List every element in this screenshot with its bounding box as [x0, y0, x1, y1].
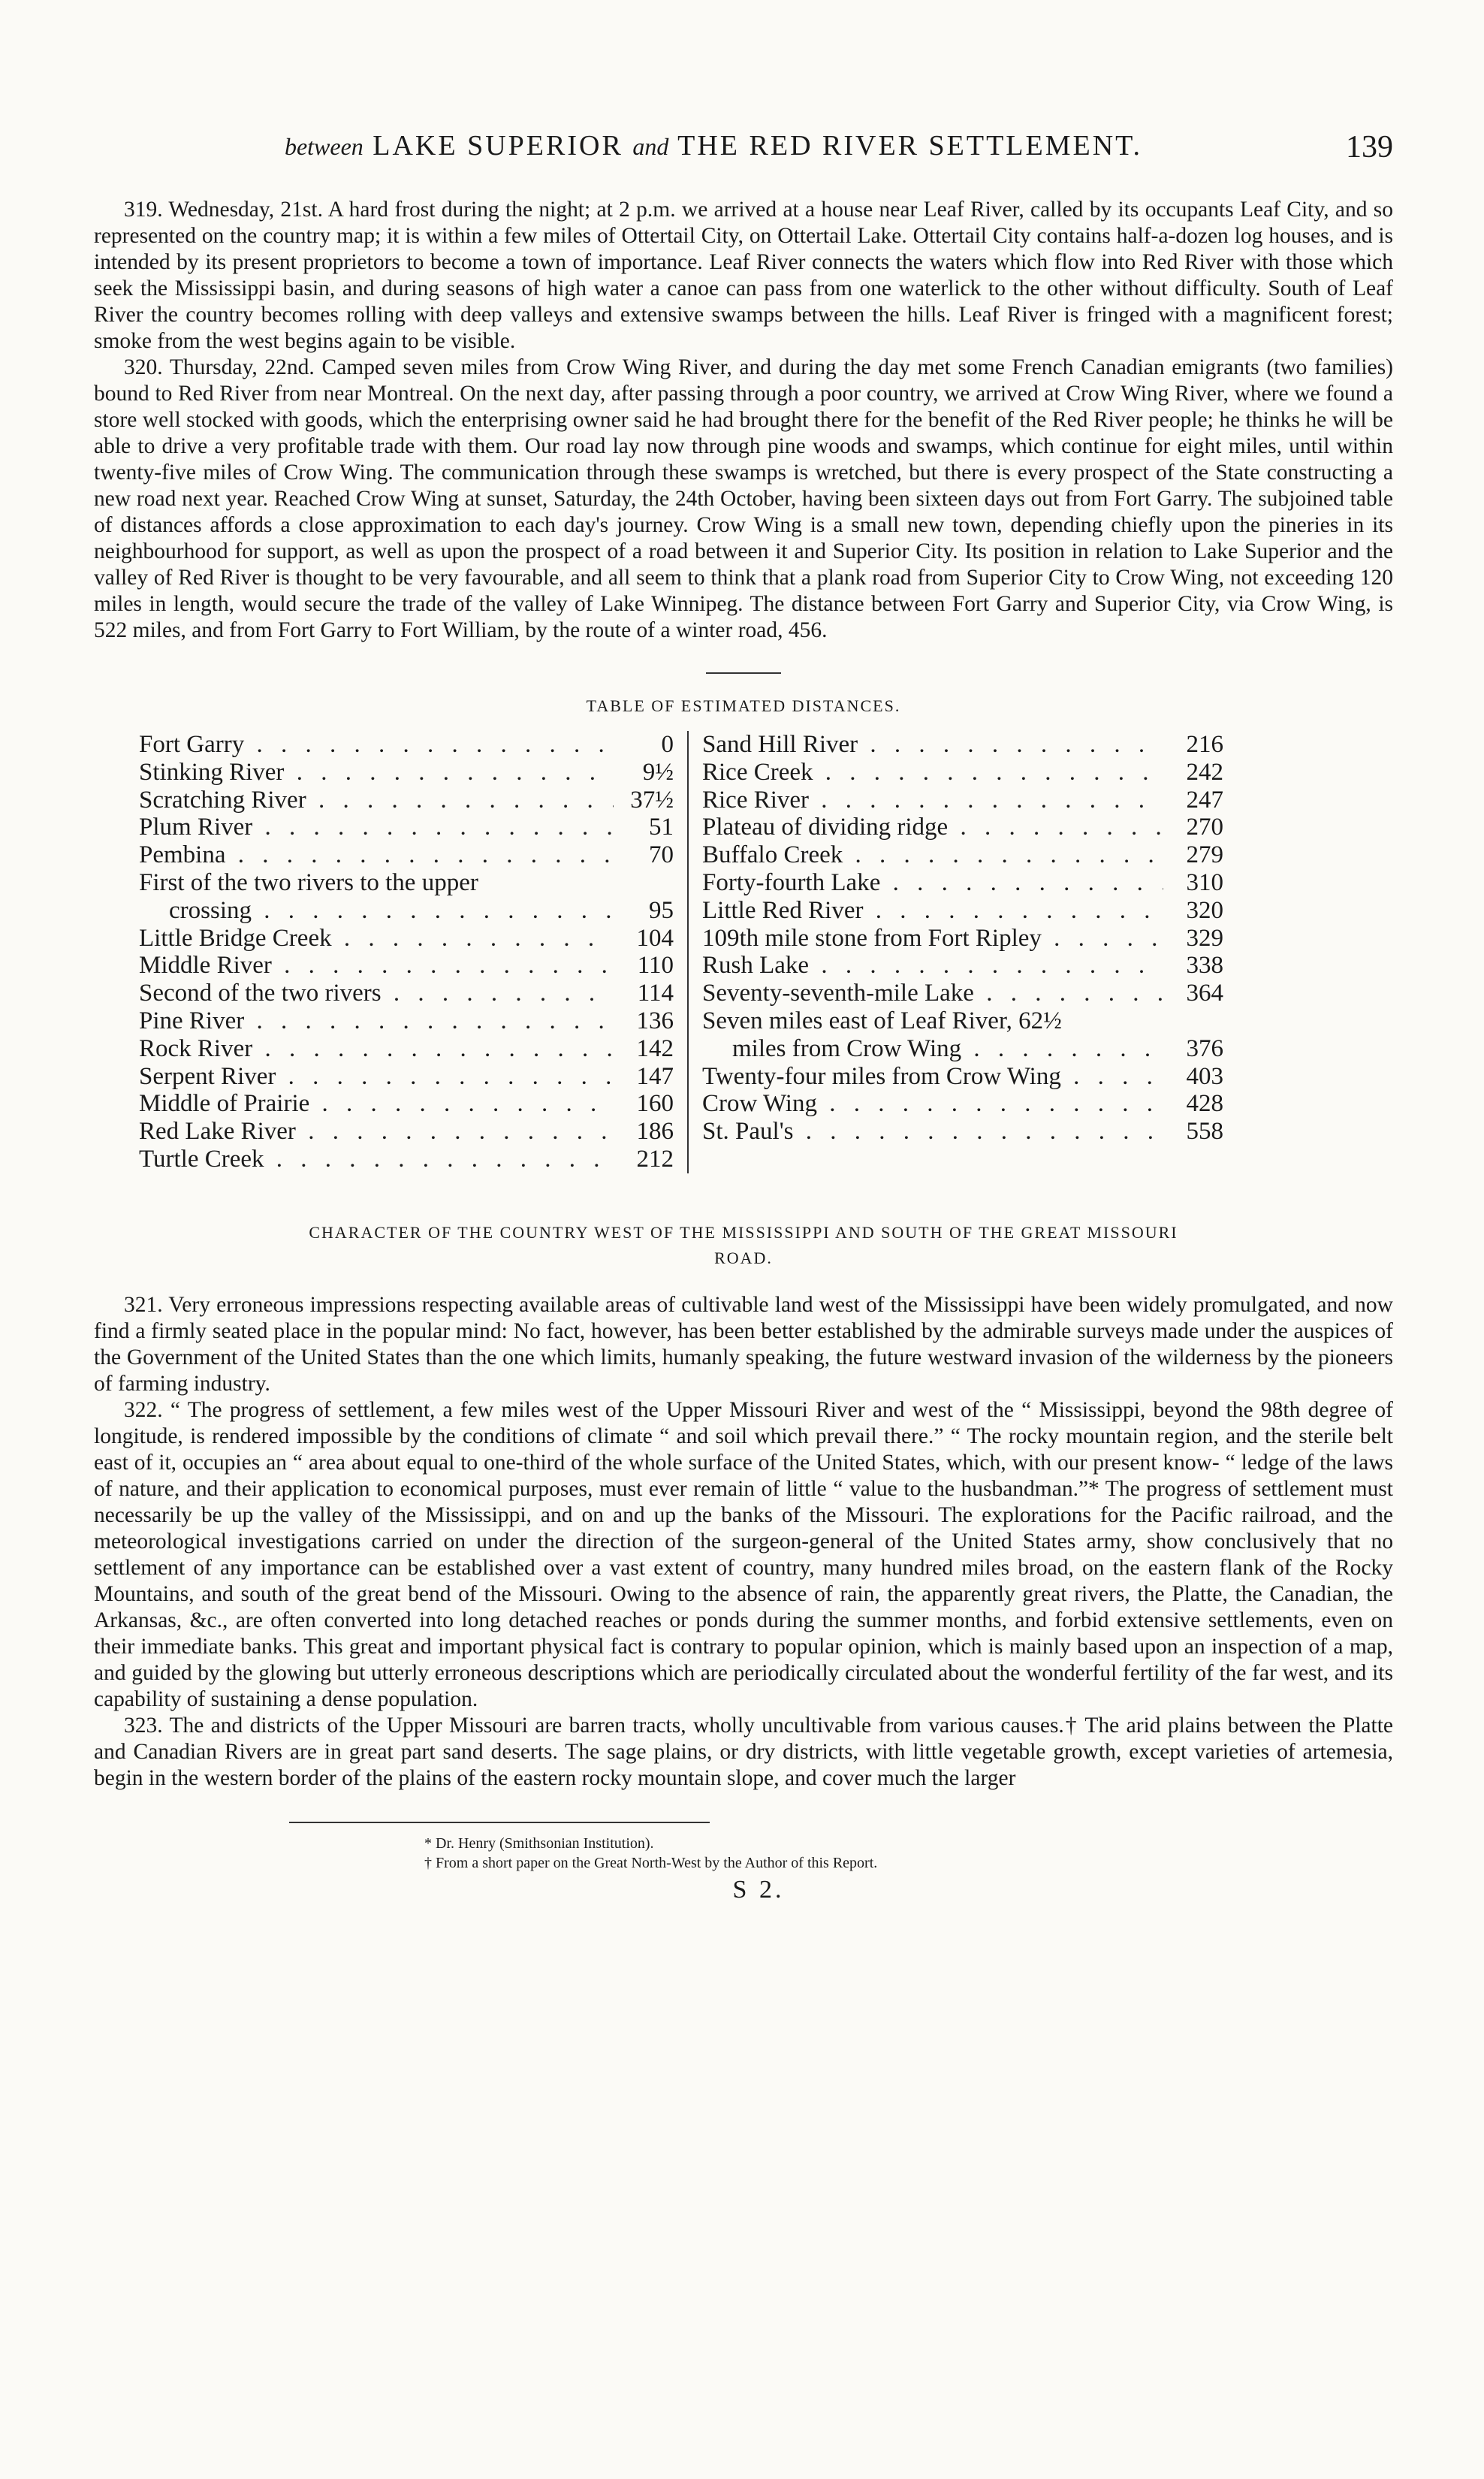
paragraph-323: 323. The and districts of the Upper Missouri are barren tracts, wholly uncultivable from various causes.† The arid plains between the Platte and Canadian Rivers are in great part sand deserts. The sage plains, or dry districts, with little vegetable growth, except varieties of artemesia, begin in the western border of the plains of the eastern rocky mountain slope, and cover much the larger: [94, 1713, 1393, 1790]
document-page: [94, 113, 1393, 1904]
table-place: First of the two rivers to the upper: [139, 868, 478, 896]
table-place: Seven miles east of Leaf River, 62½: [702, 1007, 1062, 1034]
table-place: Crow Wing . . .: [702, 1090, 1163, 1118]
table-place: 109th mile stone from Fort Ripley . . .: [702, 925, 1163, 953]
table-place: Pine River . . .: [139, 1007, 614, 1035]
table-place: Twenty-four miles from Crow Wing . . .: [702, 1063, 1163, 1091]
table-row: [702, 952, 1237, 980]
table-place: Fort Garry . . .: [139, 731, 614, 759]
table-miles: 428: [1186, 1090, 1223, 1118]
table-row: [702, 897, 1237, 925]
distance-table: [139, 731, 1235, 1173]
distance-table-right-column: [687, 731, 1237, 1173]
table-miles: 376: [1186, 1034, 1223, 1062]
paragraph-320: 320. Thursday, 22nd. Camped seven miles from Crow Wing River, and during the day met some French Canadian emigrants (two families) bound to Red River from near Montreal. On the next day, after passing through a poor country, we arrived at Crow Wing River, where we found a store well stocked with goods, which the enterprising owner said he had brought there for the benefit of the Red River people; he thinks he will be able to drive a very profitable trade with them. Our road lay now through pine woods and swamps, which continue for eight miles, until within twenty-five miles of Crow Wing. The communication through these swamps is wretched, but there is every prospect of the State constructing a new road next year. Reached Crow Wing at sunset, Saturday, the 24th October, having been sixteen days out from Fort Garry. The subjoined table of distances affords a close approximation to each day's journey. Crow Wing is a small new town, depending chiefly upon the pineries in its neighbourhood for support, as well as upon the prospect of a road between it and Superior City. Its position in relation to Lake Superior and the valley of Red River is thought to be very favourable, and all seem to think that a plank road from Superior City to Crow Wing, not exceeding 120 miles in length, would secure the trade of the valley of Lake Winnipeg. The distance between Fort Garry and Superior City, via Crow Wing, is 522 miles, and from Fort Garry to Fort William, by the route of a winter road, 456.: [94, 355, 1393, 642]
table-miles: 37½: [630, 786, 674, 814]
table-place: Sand Hill River . . .: [702, 731, 1163, 759]
table-row: [702, 787, 1237, 814]
table-row: [702, 731, 1237, 759]
table-miles: 329: [1186, 924, 1223, 952]
table-row: [139, 841, 687, 869]
table-place: Little Red River . . .: [702, 897, 1163, 925]
table-place: Buffalo Creek . . .: [702, 841, 1163, 869]
table-place: crossing . . .: [139, 897, 614, 925]
table-row: [702, 1035, 1237, 1063]
table-place: Stinking River . . .: [139, 759, 614, 787]
footnote-2: † From a short paper on the Great North-West by the Author of this Report.: [424, 1854, 878, 1871]
table-row: [702, 869, 1237, 897]
table-row: [702, 759, 1237, 787]
table-row: [139, 869, 687, 897]
table-title: TABLE OF ESTIMATED DISTANCES.: [586, 696, 901, 715]
table-place: St. Paul's . . .: [702, 1118, 1163, 1146]
table-row: [139, 759, 687, 787]
running-title-a: LAKE SUPERIOR: [373, 130, 623, 162]
running-head: [94, 113, 1393, 165]
table-row: [139, 814, 687, 841]
table-row: [702, 925, 1237, 953]
table-row: [139, 1118, 687, 1146]
table-row: [139, 897, 687, 925]
table-place: Turtle Creek . . .: [139, 1146, 614, 1173]
table-place: Little Bridge Creek . . .: [139, 925, 614, 953]
table-miles: 247: [1186, 786, 1223, 814]
table-miles: 136: [636, 1007, 674, 1034]
paragraph-321: 321. Very erroneous impressions respecting available areas of cultivable land west of the Mississippi have been widely promulgated, and now find a firmly seated place in the popular mind: No fact, however, has been better established by the admirable surveys made under the auspices of the Government of the United States than the one which limits, humanly speaking, the future westward invasion of the wilderness by the pioneers of farming industry.: [94, 1292, 1393, 1396]
table-miles: 160: [636, 1090, 674, 1118]
footnote-rule: [289, 1822, 710, 1823]
table-place: Pembina . . .: [139, 841, 614, 869]
table-miles: 9½: [642, 758, 674, 786]
table-miles: 320: [1186, 896, 1223, 924]
table-row: [702, 1118, 1237, 1146]
table-miles: 142: [636, 1034, 674, 1062]
paragraph-322: 322. “ The progress of settlement, a few miles west of the Upper Missouri River and west of the “ Mississippi, beyond the 98th degree of longitude, is rendered impossible by the conditions of climate “ and soil which prevail there.” “ The rocky mountain region, and the sterile belt east of it, occupies an “ area about equal to one-third of the whole surface of the United States, which, with our present know- “ ledge of the laws of nature, and their application to economical purposes, must ever remain of little “ value to the husbandman.”* The progress of settlement must necessarily be up the valley of the Mississippi, and on and up the banks of the Missouri. The explorations for the Pacific railroad, and the meteorological investigations carried on under the direction of the surgeon-general of the United States army, show conclusively that no settlement of any importance can be established over a vast extent of country, many hundred miles broad, on the eastern flank of the Rocky Mountains, and south of the great bend of the Missouri. Owing to the absence of rain, the apparently great rivers, the Platte, the Canadian, the Arkansas, &c., are often converted into long detached reaches or ponds during the summer months, and forbid extensive settlements, even on their immediate banks. This great and important physical fact is contrary to popular opinion, which is mainly based upon an inspection of a map, and guided by the glowing but utterly erroneous descriptions which are periodically circulated about the wonderful fertility of the far west, and its capability of sustaining a dense population.: [94, 1397, 1393, 1711]
table-row: [702, 980, 1237, 1007]
table-miles: 147: [636, 1062, 674, 1090]
table-row: [139, 1007, 687, 1035]
table-miles: 558: [1186, 1118, 1223, 1146]
table-miles: 212: [636, 1145, 674, 1173]
table-place: Middle River . . .: [139, 952, 614, 980]
running-title-prefix: between: [284, 133, 363, 160]
table-place: Plum River . . .: [139, 814, 614, 841]
table-row: [702, 1007, 1237, 1035]
table-place: Rock River . . .: [139, 1035, 614, 1063]
table-row: [139, 787, 687, 814]
table-miles: 104: [636, 924, 674, 952]
distance-table-left-column: [139, 731, 687, 1173]
table-miles: 186: [636, 1118, 674, 1146]
section-heading-line1: CHARACTER OF THE COUNTRY WEST OF THE MISSISSIPPI AND SOUTH OF THE GREAT MISSOURI: [309, 1222, 1178, 1242]
table-miles: 242: [1186, 758, 1223, 786]
table-place: Second of the two rivers . . .: [139, 980, 614, 1007]
table-row: [139, 1035, 687, 1063]
section-heading-line2: ROAD.: [714, 1248, 773, 1267]
table-miles: [614, 869, 687, 897]
table-miles: 51: [649, 814, 674, 841]
table-row: [139, 731, 687, 759]
table-miles: 364: [1186, 980, 1223, 1007]
table-miles: 403: [1186, 1062, 1223, 1090]
table-miles: 270: [1186, 814, 1223, 841]
table-miles: 110: [637, 952, 674, 980]
table-miles: 338: [1186, 952, 1223, 980]
section-heading: [94, 1220, 1393, 1271]
table-place: Middle of Prairie . . .: [139, 1090, 614, 1118]
table-row: [139, 1146, 687, 1173]
table-miles: [1163, 1007, 1237, 1035]
running-title-and: and: [632, 133, 669, 160]
table-miles: 0: [661, 731, 674, 758]
table-place: Scratching River . . .: [139, 787, 614, 814]
table-miles: 114: [637, 980, 674, 1007]
table-miles: 279: [1186, 841, 1223, 869]
table-place: Forty-fourth Lake . . .: [702, 869, 1163, 897]
table-place: Plateau of dividing ridge . . .: [702, 814, 1163, 841]
paragraph-319: 319. Wednesday, 21st. A hard frost during the night; at 2 p.m. we arrived at a house near Leaf River, called by its occupants Leaf City, and so represented on the country map; it is within a few miles of Ottertail City, on Ottertail Lake. Ottertail City contains half-a-dozen log houses, and is intended by its present proprietors to become a town of importance. Leaf River connects the waters which flow into Red River with those which seek the Mississippi basin, and during seasons of high water a canoe can pass from one waterlick to the other without difficulty. South of Leaf River the country becomes rolling with deep valleys and extensive swamps between the hills. Leaf River is fringed with a magnificent forest; smoke from the west begins again to be visible.: [94, 198, 1393, 353]
table-row: [139, 925, 687, 953]
table-place: Seventy-seventh-mile Lake . . .: [702, 980, 1163, 1007]
signature-mark: S 2.: [732, 1875, 785, 1904]
table-place: Red Lake River . . .: [139, 1118, 614, 1146]
table-row: [702, 814, 1237, 841]
page-number: 139: [1346, 130, 1393, 165]
table-miles: 70: [649, 841, 674, 869]
table-place: miles from Crow Wing . . .: [702, 1035, 1163, 1063]
table-place: Rice River . . .: [702, 787, 1163, 814]
table-place: Rice Creek . . .: [702, 759, 1163, 787]
running-title-b: THE RED RIVER SETTLEMENT.: [677, 130, 1143, 162]
table-row: [139, 1090, 687, 1118]
table-row: [702, 841, 1237, 869]
section-rule: [706, 672, 781, 674]
table-row: [702, 1063, 1237, 1091]
table-row: [139, 952, 687, 980]
table-row: [702, 1090, 1237, 1118]
table-place: Rush Lake . . .: [702, 952, 1163, 980]
table-miles: 95: [649, 896, 674, 924]
table-miles: 310: [1186, 868, 1223, 896]
table-place: Serpent River . . .: [139, 1063, 614, 1091]
table-row: [139, 1063, 687, 1091]
table-miles: 216: [1186, 731, 1223, 758]
footnote-1: * Dr. Henry (Smithsonian Institution).: [424, 1834, 654, 1852]
running-title: [94, 129, 1333, 162]
table-row: [139, 980, 687, 1007]
